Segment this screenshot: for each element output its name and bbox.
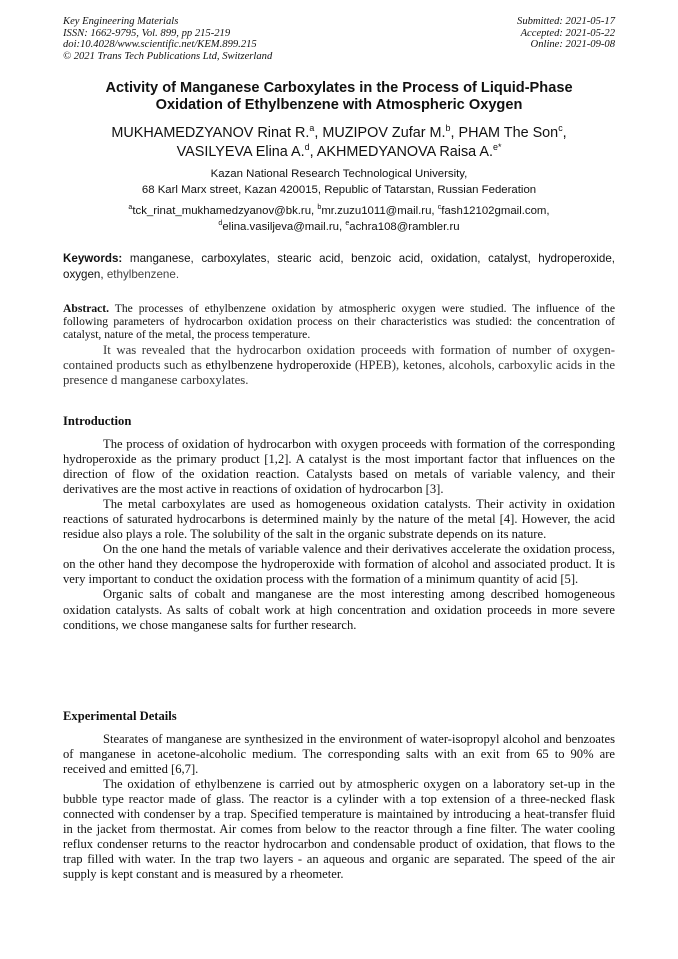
author-name: MUKHAMEDZYANOV Rinat R. bbox=[111, 125, 310, 141]
author-list bbox=[40, 124, 638, 162]
section-heading-experimental: Experimental Details bbox=[63, 709, 177, 723]
journal-copyright: © 2021 Trans Tech Publications Ltd, Switzerland bbox=[63, 50, 273, 62]
email-superscript: e bbox=[345, 220, 350, 228]
abstract bbox=[63, 302, 615, 389]
email-superscript: d bbox=[218, 220, 223, 228]
author-name: AKHMEDYANOVA Raisa A. bbox=[316, 144, 493, 160]
author-line-2 bbox=[40, 143, 638, 162]
affiliation bbox=[40, 166, 638, 198]
body-paragraph: The oxidation of ethylbenzene is carried out by atmospheric oxygen on a laboratory set-up in the bubble type reactor made of glass. The reactor is a cylinder with a top extension of a three-necked flask connected with condenser by a trap. Specified temperature is maintained by introducing a heat-transfer fluid in the jacket from thermostat. Air comes from below to the reactor through a fine filter. The water cooling reflux condenser returns to the reactor hydrocarbon and condensable product of oxidation, that flows to the trap filled with water. In the trap two layers - an aqueous and organic are separated. The speed of the air supply is kept constant and is measured by a rheometer. bbox=[63, 777, 615, 882]
email-address[interactable]: fash12102gmail.com, bbox=[441, 205, 550, 217]
email-line-1 bbox=[40, 203, 638, 219]
email-line-2 bbox=[40, 219, 638, 235]
email-superscript: b bbox=[317, 204, 322, 212]
abstract-text: It was revealed that the hydrocarbon oxidation proceeds with formation of number of oxygen-contained products such as bbox=[63, 342, 615, 373]
author-name: VASILYEVA Elina A. bbox=[176, 144, 305, 160]
keywords-text: manganese, carboxylates, stearic acid, benzoic acid, oxidation, catalyst, hydroperoxide, oxygen, bbox=[63, 252, 615, 281]
author-separator: , bbox=[309, 144, 317, 160]
introduction-body bbox=[63, 437, 615, 633]
email-address[interactable]: mr.zuzu1011@mail.ru, bbox=[321, 205, 438, 217]
abstract-label: Abstract. bbox=[63, 302, 110, 315]
email-address[interactable]: elina.vasiljeva@mail.ru, bbox=[222, 221, 346, 233]
body-paragraph: The metal carboxylates are used as homogeneous oxidation catalysts. Their activity in oxidation reactions of saturated hydrocarbons is determined mainly by the nature of the metal [4]. However, the acid residue also plays a role. The solubility of the salt in the organic substrate depends on its nature. bbox=[63, 497, 615, 542]
experimental-body bbox=[63, 732, 615, 882]
accepted-date: Accepted: 2021-05-22 bbox=[520, 27, 615, 39]
abstract-paragraph-1 bbox=[63, 302, 615, 342]
keywords-extra: ethylbenzene. bbox=[106, 267, 180, 281]
author-name: PHAM The Son bbox=[458, 125, 559, 141]
body-paragraph: Stearates of manganese are synthesized in the environment of water-isopropyl alcohol and benzoates of manganese in acetone-alcoholic medium. The corresponding salts with an exit from 65 to 90% are received and emitted [6,7]. bbox=[63, 732, 615, 777]
author-line-1 bbox=[40, 124, 638, 143]
email-address[interactable]: achra108@rambler.ru bbox=[349, 221, 460, 233]
affiliation-line-1: Kazan National Research Technological University, bbox=[210, 168, 468, 180]
author-superscript: c bbox=[558, 123, 563, 134]
author-separator: , bbox=[314, 125, 323, 141]
author-name: MUZIPOV Zufar M. bbox=[322, 125, 446, 141]
title-line-2: Oxidation of Ethylbenzene with Atmospheric Oxygen bbox=[155, 97, 523, 114]
author-superscript: b bbox=[445, 123, 451, 134]
affiliation-line-2: 68 Karl Marx street, Kazan 420015, Republic of Tatarstan, Russian Federation bbox=[141, 184, 537, 196]
online-date: Online: 2021-09-08 bbox=[530, 39, 615, 51]
title-line-1: Activity of Manganese Carboxylates in the Process of Liquid-Phase bbox=[105, 80, 573, 96]
journal-doi: doi:10.4028/www.scientific.net/KEM.899.215 bbox=[63, 39, 257, 51]
email-superscript: a bbox=[128, 204, 133, 212]
abstract-paragraph-2 bbox=[63, 343, 615, 389]
email-superscript: c bbox=[437, 204, 442, 212]
author-superscript: a bbox=[309, 123, 315, 134]
abstract-text: (HPEB), ketones, alcohols, carboxylic acids in the presence d manganese carboxylates. bbox=[63, 358, 616, 388]
author-superscript: d bbox=[304, 142, 310, 153]
journal-issn: ISSN: 1662-9795, Vol. 899, pp 215-219 bbox=[63, 27, 231, 39]
body-paragraph: The process of oxidation of hydrocarbon with oxygen proceeds with formation of the corresponding hydroperoxide as the primary product [1,2]. A catalyst is the most important factor that influences on the direction of flow of the oxidation reaction. Catalysts based on metals of variable valency, and their derivatives are the most active in reactions of oxidation of hydrocarbon [3]. bbox=[63, 437, 615, 497]
abstract-text: The processes of ethylbenzene oxidation by atmospheric oxygen were studied. The influence of the following parameters of hydrocarbon oxidation process on their characteristics was studied: the concentration of catalyst, nature of the metal, the process temperature. bbox=[63, 302, 615, 342]
section-heading-introduction: Introduction bbox=[63, 414, 132, 428]
keywords-label: Keywords: bbox=[63, 252, 123, 265]
submitted-date: Submitted: 2021-05-17 bbox=[517, 16, 615, 27]
author-superscript: e* bbox=[492, 142, 502, 153]
abstract-term: ethylbenzene hydroperoxide bbox=[205, 358, 352, 373]
keywords bbox=[63, 251, 615, 282]
journal-name: Key Engineering Materials bbox=[63, 16, 179, 27]
journal-info bbox=[63, 16, 272, 62]
author-separator: , bbox=[562, 125, 567, 141]
body-paragraph: On the one hand the metals of variable valence and their derivatives accelerate the oxidation process, on the other hand they decompose the hydroperoxide with formation of alcohol and associated product. It is very important to conduct the oxidation process with the formation of a minimum quantity of acid [5]. bbox=[63, 542, 615, 587]
author-emails bbox=[40, 203, 638, 235]
paper-title bbox=[40, 80, 638, 115]
email-address[interactable]: tck_rinat_mukhamedzyanov@bk.ru, bbox=[132, 205, 318, 217]
submission-dates bbox=[517, 16, 615, 51]
body-paragraph: Organic salts of cobalt and manganese are the most interesting among described homogeneous oxidation catalysts. As salts of cobalt work at high concentration and oxidation proceeds in more severe conditions, we chose manganese salts for further research. bbox=[63, 587, 615, 632]
author-separator: , bbox=[450, 125, 459, 141]
